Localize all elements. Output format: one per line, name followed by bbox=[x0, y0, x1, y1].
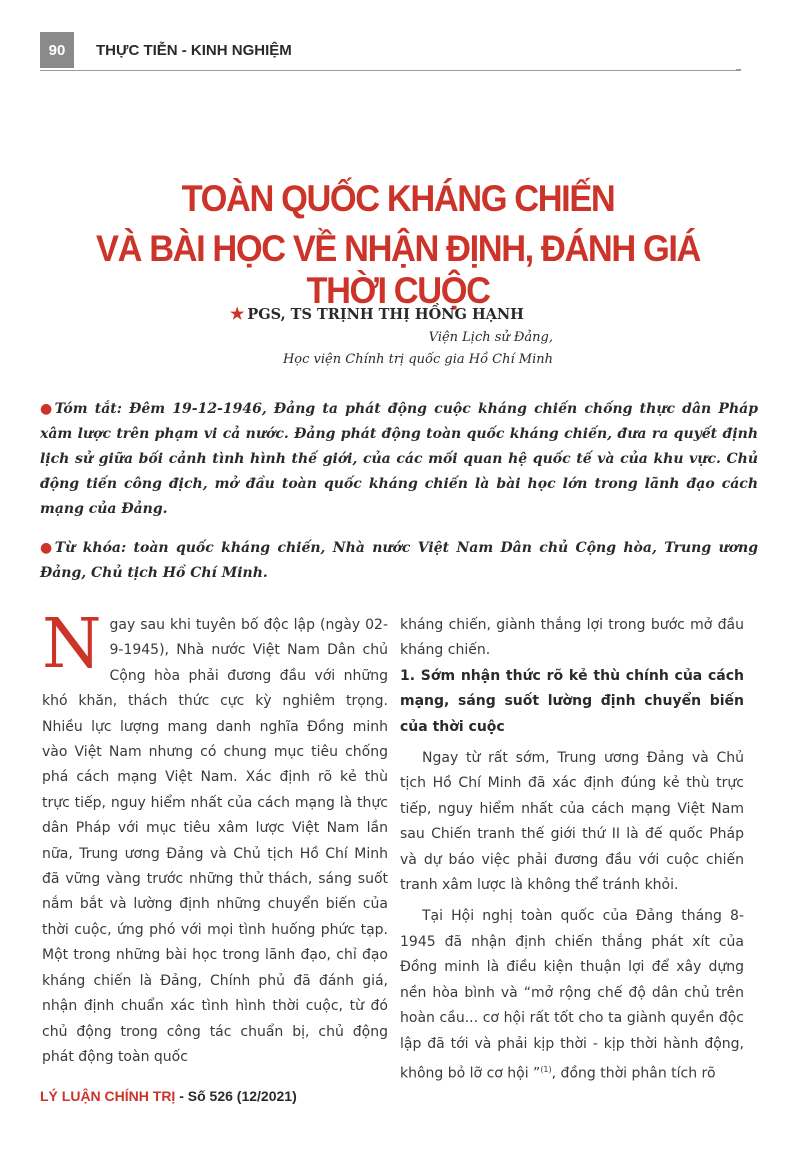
header-divider bbox=[40, 70, 738, 71]
section-heading: 1. Sớm nhận thức rõ kẻ thù chính của cách mạng, sáng suốt lường định chuyển biến của thời cuộc bbox=[400, 667, 744, 735]
section-title: THỰC TIỄN - KINH NGHIỆM bbox=[96, 42, 292, 59]
author bbox=[230, 304, 524, 323]
footnote-ref[interactable]: (1) bbox=[540, 1064, 552, 1074]
body-paragraph: Ngay từ rất sớm, Trung ương Đảng và Chủ tịch Hồ Chí Minh đã xác định đúng kẻ thù trực tiếp, nguy hiểm nhất của cách mạng Việt Nam sau Chiến tranh thế giới thứ II là đế quốc Pháp và dự báo việc phải đương đầu với cuộc chiến tranh xâm lược là không thể tránh khỏi. bbox=[400, 750, 744, 894]
body-text: Tại Hội nghị toàn quốc của Đảng tháng 8-1945 đã nhận định chiến thắng phát xít của Đồng minh là điều kiện thuận lợi để xây dựng nền hòa bình và “mở rộng chế độ dân chủ trên hoàn cầu... cơ hội rất tốt cho ta giành quyền độc lập đã tới và phải kịp thời - kịp thời hành động, không bỏ lỡ cơ hội ” bbox=[400, 908, 744, 1082]
article-title-line-2: VÀ BÀI HỌC VỀ NHẬN ĐỊNH, ĐÁNH GIÁ THỜI CUỘC bbox=[96, 228, 700, 311]
body-paragraph-text: gay sau khi tuyên bố độc lập (ngày 02-9-1945), Nhà nước Việt Nam Dân chủ Cộng hòa phải đương đầu với những khó khăn, thách thức cực kỳ nghiêm trọng. Nhiều lực lượng mang danh nghĩa Đồng minh vào Việt Nam nhưng có chung mục tiêu chống phá cách mạng Việt Nam. Xác định rõ kẻ thù trực tiếp, nguy hiểm nhất của cách mạng là thực dân Pháp với mục tiêu xâm lược Việt Nam lần nữa, Trung ương Đảng và Chủ tịch Hồ Chí Minh đã vững vàng trước những thử thách, sáng suốt nắm bắt và lường định những chuyển biến của thời cuộc, ứng phó với mọi tình huống phức tạp. Một trong những bài học trong lãnh đạo, chỉ đạo kháng chiến là Đảng, Chính phủ đã đánh giá, nhận định chuẩn xác tình hình thời cuộc, từ đó chủ động trong công tác chuẩn bị, chủ động phát động toàn quốc bbox=[42, 617, 388, 1065]
author-name: PGS, TS TRỊNH THỊ HỒNG HẠNH bbox=[247, 306, 524, 323]
issue-info: - Số 526 (12/2021) bbox=[175, 1088, 297, 1104]
abstract-keywords-text: Từ khóa: toàn quốc kháng chiến, Nhà nước Việt Nam Dân chủ Cộng hòa, Trung ương Đảng, Chủ tịch Hồ Chí Minh. bbox=[40, 540, 758, 581]
body-paragraph bbox=[400, 904, 744, 1087]
article-title-line-1: TOÀN QUỐC KHÁNG CHIẾN bbox=[181, 178, 615, 219]
body-column-right bbox=[400, 613, 744, 1087]
body-column-left bbox=[42, 605, 388, 1070]
journal-name: LÝ LUẬN CHÍNH TRỊ bbox=[40, 1088, 176, 1104]
bullet-icon: ● bbox=[40, 401, 55, 417]
abstract-summary bbox=[40, 397, 758, 522]
header-divider-mark bbox=[736, 69, 741, 71]
affiliation-line-2: Học viện Chính trị quốc gia Hồ Chí Minh bbox=[282, 352, 553, 367]
body-paragraph bbox=[42, 605, 388, 1070]
affiliation-line-1: Viện Lịch sử Đảng, bbox=[428, 330, 553, 345]
body-paragraph: kháng chiến, giành thắng lợi trong bước mở đầu kháng chiến. bbox=[400, 617, 744, 659]
star-icon: ★ bbox=[230, 304, 245, 323]
abstract-summary-text: Tóm tắt: Đêm 19-12-1946, Đảng ta phát động cuộc kháng chiến chống thực dân Pháp xâm lược trên phạm vi cả nước. Đảng phát động toàn quốc kháng chiến, đưa ra quyết định lịch sử giữa bối cảnh tình hình thế giới, của các mối quan hệ quốc tế và của khu vực. Chủ động tiến công địch, mở đầu toàn quốc kháng chiến là bài học lớn trong lãnh đạo cách mạng của Đảng. bbox=[40, 401, 758, 517]
abstract-keywords bbox=[40, 536, 758, 586]
bullet-icon: ● bbox=[40, 540, 55, 556]
drop-cap: N bbox=[42, 605, 102, 684]
page-number-badge: 90 bbox=[40, 32, 74, 68]
page-footer bbox=[40, 1088, 297, 1104]
body-text: , đồng thời phân tích rõ bbox=[551, 1065, 716, 1082]
